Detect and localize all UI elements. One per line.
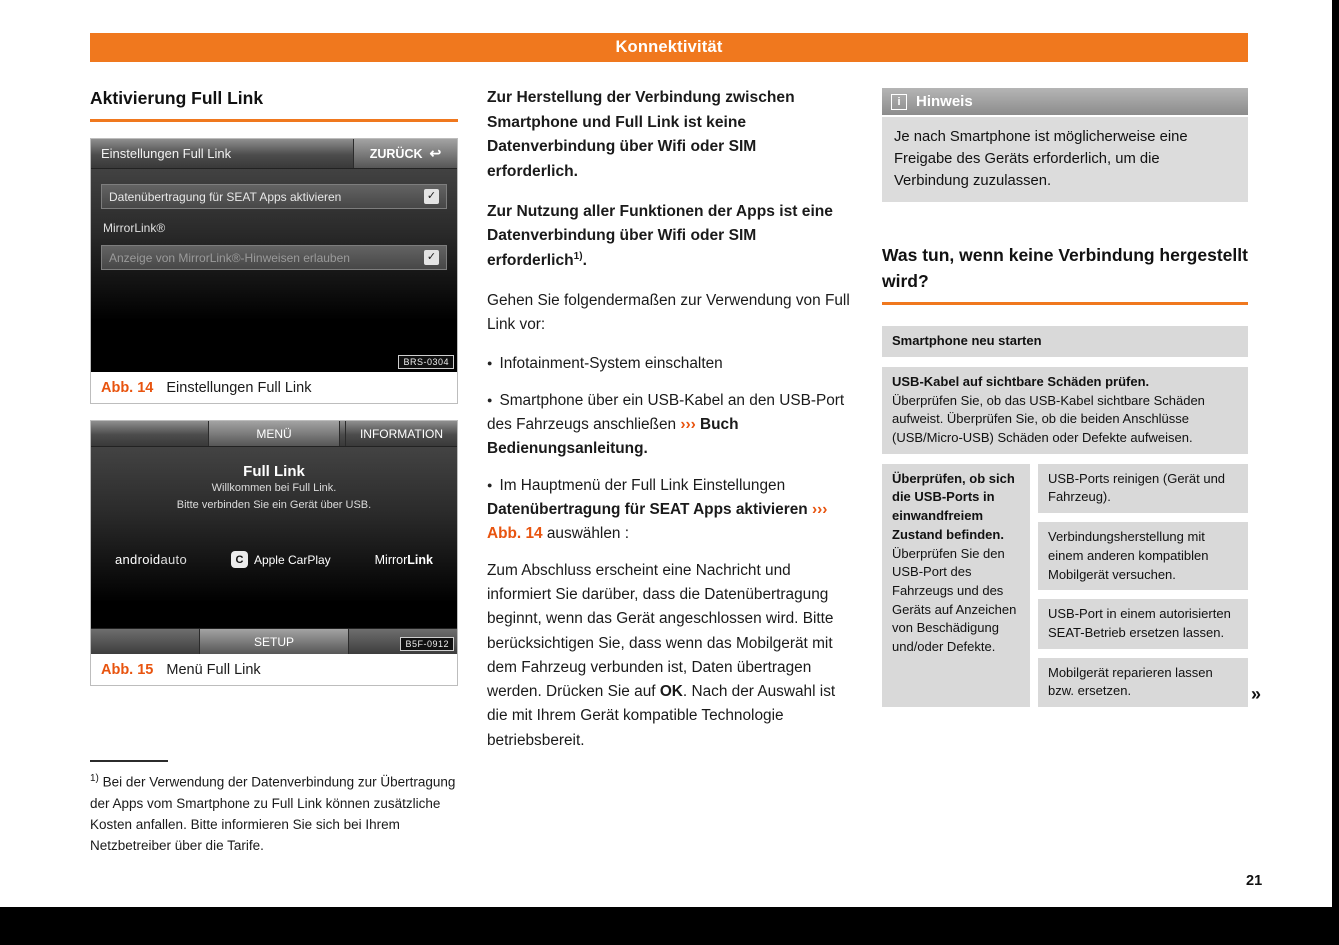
- footnote-reference: 1): [573, 250, 583, 262]
- checkbox-checked-icon: ✓: [424, 250, 439, 265]
- paragraph-bold-2: [487, 200, 851, 274]
- list-item-2: [487, 389, 851, 462]
- menu-option-name: Datenübertragung für SEAT Apps aktivieren: [487, 500, 808, 518]
- fulllink-screen-title: Full Link: [243, 463, 305, 481]
- fulllink-menu-illustration: [91, 421, 457, 654]
- technology-logos: [91, 551, 457, 568]
- troubleshoot-heading-text: Was tun, wenn keine Verbindung hergestellt wird?: [882, 244, 1248, 291]
- troubleshoot-grid: [882, 464, 1248, 707]
- note-title: Hinweis: [916, 93, 973, 110]
- action-item-3: [1038, 599, 1248, 648]
- figure-15: [90, 420, 458, 686]
- carplay-label: Apple CarPlay: [253, 552, 331, 567]
- footnote-divider: [90, 760, 168, 762]
- settings-screen-illustration: [91, 139, 457, 372]
- button-name-ok: OK: [659, 683, 683, 701]
- welcome-line-1: Willkommen bei Full Link.: [211, 482, 337, 495]
- middle-column: [487, 86, 851, 768]
- information-button: INFORMATION: [345, 421, 457, 446]
- screen-titlebar: [91, 139, 457, 169]
- action-item-2: [1038, 522, 1248, 590]
- chapter-title: Konnektivität: [615, 38, 723, 56]
- setup-button: SETUP: [199, 629, 349, 654]
- paragraph-text: . Nach der Auswahl ist die mit Ihrem Gerät kompatible Technologie betriebsbereit.: [487, 683, 836, 749]
- troubleshoot-heading: [882, 242, 1248, 306]
- figure-image-code: BRS-0304: [398, 355, 454, 369]
- list-item-text: Infotainment-System einschalten: [499, 355, 723, 373]
- bullet-icon: ●: [487, 358, 493, 369]
- step-body-text: Überprüfen Sie den USB-Port des Fahrzeugs und des Geräts auf Anzeichen von Beschädigung und/oder Defekte.: [892, 545, 1017, 655]
- figure-caption-text: Einstellungen Full Link: [166, 380, 312, 397]
- list-item-text: Im Hauptmenü der Full Link Einstellungen: [499, 476, 786, 494]
- cross-reference-arrows: ›››: [680, 415, 696, 433]
- mirrorlink-logo: MirrorLink: [374, 552, 433, 567]
- step-title-text: Überprüfen, ob sich die USB-Ports in einwandfreiem Zustand befinden.: [892, 470, 1015, 542]
- action-text: USB-Ports reinigen (Gerät und Fahrzeug).: [1048, 470, 1226, 505]
- figure-caption: [91, 654, 457, 685]
- chapter-header-bar: [90, 33, 1248, 62]
- action-list: [1038, 464, 1248, 707]
- cross-reference-target: Buch Bedienungsanleitung.: [487, 415, 739, 458]
- checkbox-checked-icon: ✓: [424, 189, 439, 204]
- action-text: Verbindungsherstellung mit einem anderen kompatiblen Mobilgerät versuchen.: [1048, 529, 1209, 582]
- continuation-mark: »: [1251, 684, 1262, 704]
- page-number: 21: [1246, 873, 1263, 889]
- carplay-icon: C: [231, 551, 248, 568]
- section-heading-text: Aktivierung Full Link: [90, 88, 264, 108]
- figure-reference: Abb. 14: [487, 525, 543, 543]
- menu-button: MENÜ: [208, 421, 340, 446]
- screen-tabbar: [91, 421, 457, 447]
- figure-14: [90, 138, 458, 404]
- note-header: [882, 88, 1248, 115]
- footnote: [90, 760, 458, 856]
- mirrorlink-section-label: MirrorLink®: [103, 221, 166, 236]
- option-label: Datenübertragung für SEAT Apps aktivieren: [109, 189, 342, 204]
- paragraph-text: Zum Abschluss erscheint eine Nachricht und informiert Sie darüber, dass die Datenübertragung beginnt, wenn das Gerät angeschlossen wird. Bitte berücksichtigen Sie, dass wenn das Mobilgerät mit dem Fahrzeug verbunden ist, Daten übertragen werden. Drücken Sie auf: [487, 561, 834, 701]
- note-body: [882, 117, 1248, 202]
- option-row-data-transfer: [101, 184, 447, 209]
- figure-number: Abb. 15: [101, 662, 154, 679]
- list-item-text: auswählen :: [546, 525, 630, 543]
- bullet-icon: ●: [487, 479, 493, 490]
- step-title-text: USB-Kabel auf sichtbare Schäden prüfen.: [892, 373, 1150, 389]
- list-item-text: Smartphone über ein USB-Kabel an den USB-Port des Fahrzeugs anschließen: [487, 391, 845, 433]
- action-item-1: [1038, 464, 1248, 513]
- bullet-icon: ●: [487, 394, 493, 405]
- left-column: [90, 85, 458, 857]
- list-item-3: [487, 474, 851, 547]
- figure-caption: [91, 372, 457, 403]
- step-restart-smartphone: [882, 326, 1248, 357]
- android-auto-logo: androidauto: [115, 552, 187, 568]
- figure-number: Abb. 14: [101, 380, 154, 397]
- paragraph-text: Zur Nutzung aller Funktionen der Apps ist eine Datenverbindung über Wifi oder SIM erforderlich: [487, 202, 833, 269]
- footnote-text: Bei der Verwendung der Datenverbindung zur Übertragung der Apps vom Smartphone zu Full Link können zusätzliche Kosten anfallen. Bitte informieren Sie sich bei Ihrem Netzbetreiber über die Tarife.: [90, 774, 456, 854]
- action-text: Mobilgerät reparieren lassen bzw. ersetzen.: [1048, 664, 1213, 699]
- paragraph-closing: [487, 559, 851, 754]
- back-button-label: ZURÜCK: [369, 146, 423, 161]
- step-check-usb-ports: [882, 464, 1030, 707]
- action-text: USB-Port in einem autorisierten SEAT-Betrieb ersetzen lassen.: [1048, 606, 1231, 640]
- back-arrow-icon: ↩: [429, 145, 442, 162]
- cross-reference-arrows: ›››: [811, 500, 828, 518]
- step-title-text: Smartphone neu starten: [892, 333, 1042, 349]
- info-icon: i: [891, 94, 907, 110]
- screen-title: Einstellungen Full Link: [101, 146, 232, 162]
- step-check-usb-cable: [882, 367, 1248, 454]
- paragraph-intro: [487, 289, 851, 338]
- option-label: Anzeige von MirrorLink®-Hinweisen erlauben: [109, 250, 350, 265]
- paragraph-bold-1: [487, 86, 851, 185]
- figure-caption-text: Menü Full Link: [166, 662, 261, 679]
- option-row-mirrorlink-hints: [101, 245, 447, 270]
- note-text: Je nach Smartphone ist möglicherweise eine Freigabe des Geräts erforderlich, um die Verbindung zuzulassen.: [894, 129, 1188, 190]
- paragraph-text: Gehen Sie folgendermaßen zur Verwendung von Full Link vor:: [487, 291, 850, 333]
- welcome-line-2: Bitte verbinden Sie ein Gerät über USB.: [176, 498, 372, 511]
- paragraph-text: .: [582, 251, 587, 269]
- action-item-4: [1038, 658, 1248, 707]
- apple-carplay-logo: [231, 551, 331, 568]
- footnote-marker: 1): [90, 773, 99, 785]
- section-heading: [90, 85, 458, 122]
- right-column: [882, 88, 1248, 707]
- step-body-text: Überprüfen Sie, ob das USB-Kabel sichtbare Schäden aufweist. Überprüfen Sie, ob die beiden Anschlüsse (USB/Micro-USB) Schäden oder Defekte aufweisen.: [892, 392, 1205, 445]
- figure-image-code: B5F-0912: [400, 637, 454, 651]
- list-item-1: [487, 352, 851, 376]
- hinweis-note: [882, 88, 1248, 202]
- back-button: [353, 139, 457, 168]
- paragraph-text: Zur Herstellung der Verbindung zwischen Smartphone und Full Link ist keine Datenverbindung über Wifi oder SIM erforderlich.: [487, 89, 795, 180]
- footnote-paragraph: [90, 771, 458, 856]
